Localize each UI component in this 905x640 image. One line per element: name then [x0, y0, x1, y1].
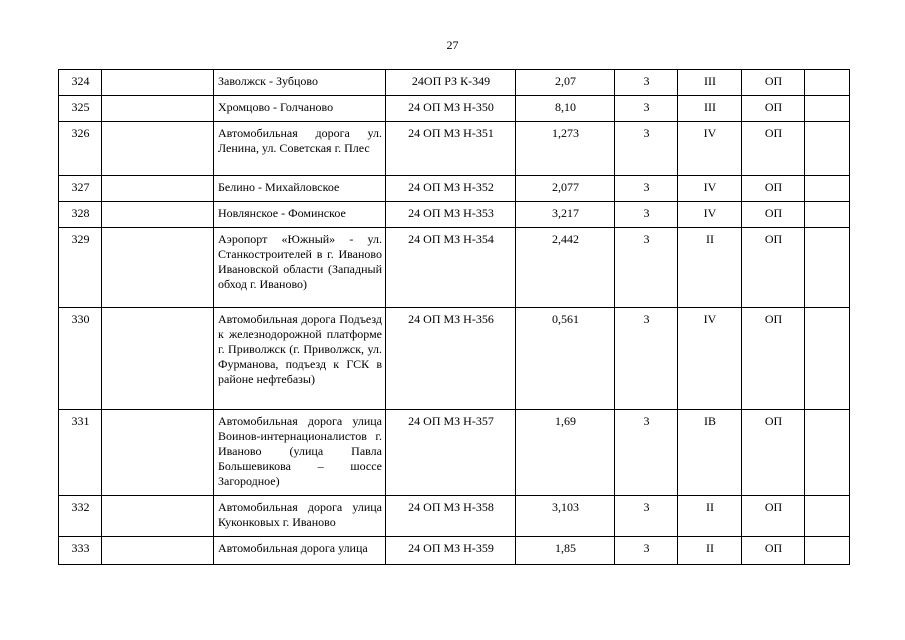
- road-category: IV: [678, 308, 742, 410]
- lanes-value: 3: [615, 202, 678, 228]
- lanes-value: 3: [615, 410, 678, 496]
- owner-cell: [102, 122, 214, 176]
- owner-cell: [102, 96, 214, 122]
- road-category: IB: [678, 410, 742, 496]
- extra-cell: [805, 122, 850, 176]
- table-row: [59, 228, 850, 308]
- road-length: 3,217: [516, 202, 615, 228]
- owner-cell: [102, 308, 214, 410]
- road-significance: ОП: [742, 410, 805, 496]
- road-code: 24 ОП МЗ Н-354: [386, 228, 516, 308]
- extra-cell: [805, 70, 850, 96]
- road-category: IV: [678, 176, 742, 202]
- lanes-value: 3: [615, 496, 678, 537]
- road-length: 2,077: [516, 176, 615, 202]
- roads-table: [58, 69, 850, 565]
- table-row: [59, 410, 850, 496]
- road-length: 2,07: [516, 70, 615, 96]
- lanes-value: 3: [615, 176, 678, 202]
- row-number: 327: [59, 176, 102, 202]
- table-row: [59, 537, 850, 565]
- road-name: Автомобильная дорога Подъезд к железнодорожной платформе г. Приволжск (г. Приволжск, ул. Фурманова, подъезд к ГСК в районе нефтебазы): [214, 308, 386, 410]
- road-category: III: [678, 70, 742, 96]
- extra-cell: [805, 96, 850, 122]
- road-category: IV: [678, 202, 742, 228]
- road-name: Автомобильная дорога улица Куконковых г. Иваново: [214, 496, 386, 537]
- extra-cell: [805, 410, 850, 496]
- road-length: 8,10: [516, 96, 615, 122]
- road-length: 0,561: [516, 308, 615, 410]
- road-name: Заволжск - Зубцово: [214, 70, 386, 96]
- owner-cell: [102, 496, 214, 537]
- row-number: 326: [59, 122, 102, 176]
- road-name: Аэропорт «Южный» - ул. Станкостроителей в г. Иваново Ивановской области (Западный обход г. Иваново): [214, 228, 386, 308]
- row-number: 330: [59, 308, 102, 410]
- owner-cell: [102, 410, 214, 496]
- row-number: 328: [59, 202, 102, 228]
- road-significance: ОП: [742, 308, 805, 410]
- lanes-value: 3: [615, 228, 678, 308]
- road-category: IV: [678, 122, 742, 176]
- table-row: [59, 496, 850, 537]
- table-row: [59, 70, 850, 96]
- road-code: 24ОП РЗ К-349: [386, 70, 516, 96]
- road-category: II: [678, 228, 742, 308]
- table-row: [59, 176, 850, 202]
- road-category: III: [678, 96, 742, 122]
- road-length: 1,85: [516, 537, 615, 565]
- table-row: [59, 122, 850, 176]
- owner-cell: [102, 176, 214, 202]
- road-significance: ОП: [742, 496, 805, 537]
- owner-cell: [102, 70, 214, 96]
- row-number: 329: [59, 228, 102, 308]
- road-category: II: [678, 537, 742, 565]
- extra-cell: [805, 537, 850, 565]
- lanes-value: 3: [615, 308, 678, 410]
- road-name: Новлянское - Фоминское: [214, 202, 386, 228]
- lanes-value: 3: [615, 70, 678, 96]
- road-significance: ОП: [742, 176, 805, 202]
- road-name: Автомобильная дорога ул. Ленина, ул. Советская г. Плес: [214, 122, 386, 176]
- row-number: 332: [59, 496, 102, 537]
- row-number: 333: [59, 537, 102, 565]
- road-name: Автомобильная дорога улица Воинов-интернационалистов г. Иваново (улица Павла Большевикова – шоссе Загородное): [214, 410, 386, 496]
- table-row: [59, 202, 850, 228]
- road-length: 2,442: [516, 228, 615, 308]
- road-significance: ОП: [742, 96, 805, 122]
- road-code: 24 ОП МЗ Н-350: [386, 96, 516, 122]
- owner-cell: [102, 228, 214, 308]
- lanes-value: 3: [615, 96, 678, 122]
- road-name: Белино - Михайловское: [214, 176, 386, 202]
- extra-cell: [805, 496, 850, 537]
- table-row: [59, 96, 850, 122]
- road-code: 24 ОП МЗ Н-357: [386, 410, 516, 496]
- road-significance: ОП: [742, 537, 805, 565]
- extra-cell: [805, 308, 850, 410]
- road-significance: ОП: [742, 202, 805, 228]
- owner-cell: [102, 537, 214, 565]
- extra-cell: [805, 202, 850, 228]
- road-length: 1,69: [516, 410, 615, 496]
- road-length: 1,273: [516, 122, 615, 176]
- road-significance: ОП: [742, 122, 805, 176]
- row-number: 324: [59, 70, 102, 96]
- page-number: 27: [446, 38, 459, 52]
- road-name: Автомобильная дорога улица: [214, 537, 386, 565]
- road-length: 3,103: [516, 496, 615, 537]
- road-code: 24 ОП МЗ Н-358: [386, 496, 516, 537]
- row-number: 331: [59, 410, 102, 496]
- road-category: II: [678, 496, 742, 537]
- lanes-value: 3: [615, 537, 678, 565]
- road-code: 24 ОП МЗ Н-351: [386, 122, 516, 176]
- road-name: Хромцово - Голчаново: [214, 96, 386, 122]
- extra-cell: [805, 176, 850, 202]
- road-code: 24 ОП МЗ Н-356: [386, 308, 516, 410]
- road-significance: ОП: [742, 228, 805, 308]
- lanes-value: 3: [615, 122, 678, 176]
- table-row: [59, 308, 850, 410]
- row-number: 325: [59, 96, 102, 122]
- road-code: 24 ОП МЗ Н-359: [386, 537, 516, 565]
- road-code: 24 ОП МЗ Н-353: [386, 202, 516, 228]
- road-significance: ОП: [742, 70, 805, 96]
- owner-cell: [102, 202, 214, 228]
- road-code: 24 ОП МЗ Н-352: [386, 176, 516, 202]
- extra-cell: [805, 228, 850, 308]
